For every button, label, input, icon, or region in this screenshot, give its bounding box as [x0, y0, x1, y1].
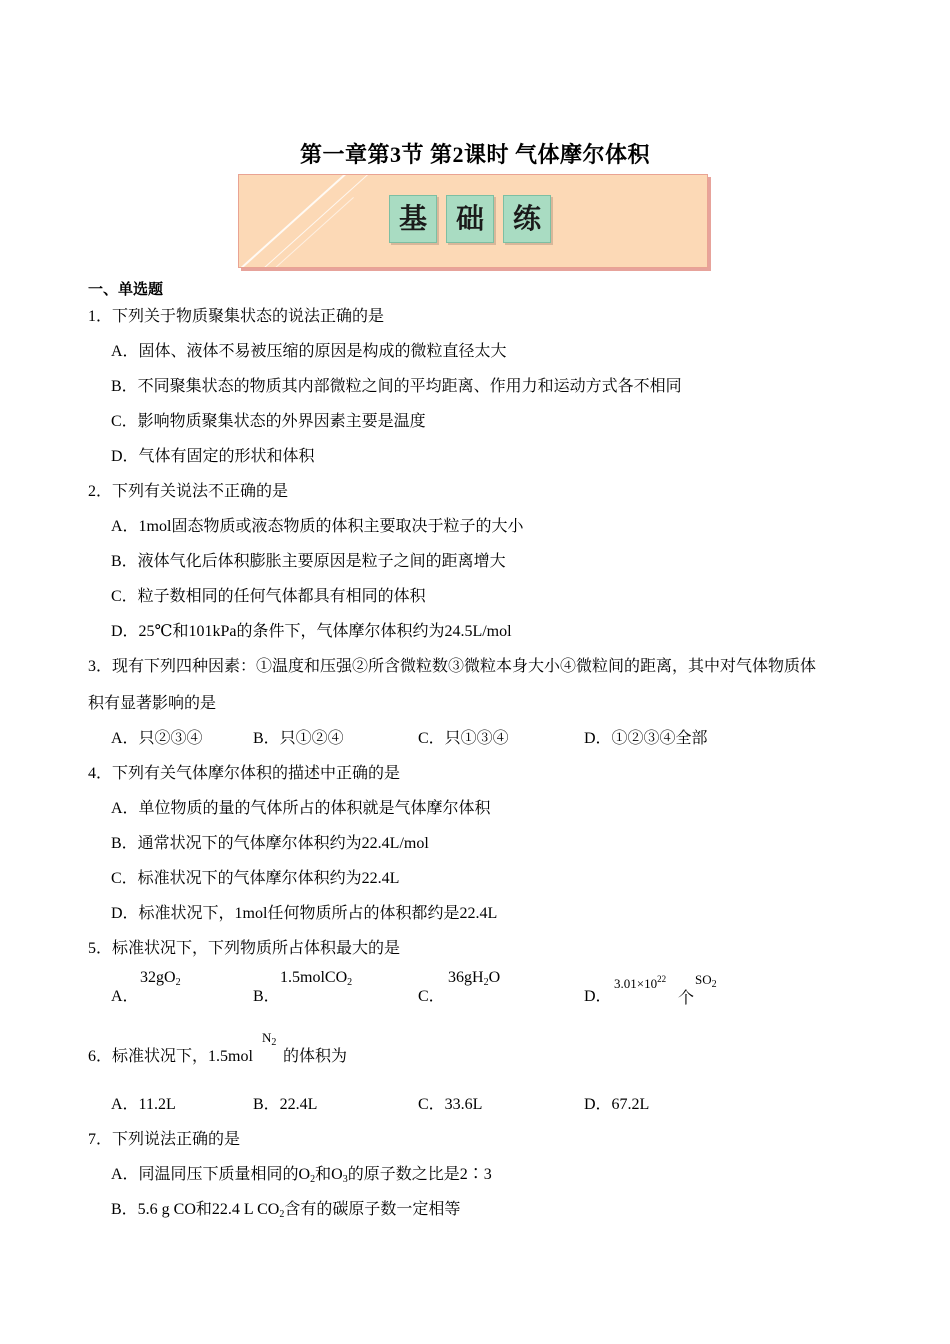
banner-char-2: 础	[446, 195, 494, 243]
banner-char-3: 练	[503, 195, 551, 243]
question-2-option-a: A．1mol固态物质或液态物质的体积主要取决于粒子的大小	[111, 518, 524, 535]
question-5-option-d-formula: $SO_2$	[695, 972, 717, 990]
question-7-option-a: A．同温同压下质量相同的$O_2$和$O_3$的原子数之比是2∶3	[111, 1166, 492, 1185]
question-1-option-a: A．固体、液体不易被压缩的原因是构成的微粒直径太大	[111, 343, 507, 360]
question-2-stem: 2．下列有关说法不正确的是	[88, 483, 289, 500]
question-2-option-c: C．粒子数相同的任何气体都具有相同的体积	[111, 588, 426, 605]
question-4-option-b: B．通常状况下的气体摩尔体积约为22.4L/mol	[111, 835, 429, 852]
question-5-stem: 5．标准状况下，下列物质所占体积最大的是	[88, 940, 401, 957]
question-3-stem-line-2: 积有显著影响的是	[88, 695, 217, 712]
question-2-option-b: B．液体气化后体积膨胀主要原因是粒子之间的距离增大	[111, 553, 506, 570]
question-5-option-c-label: C．	[418, 988, 445, 1005]
question-3-option-c: C．只①③④	[418, 730, 509, 747]
page-title: 第一章第3节 第2课时 气体摩尔体积	[299, 142, 650, 167]
question-2-option-d: D．25℃和101kPa的条件下，气体摩尔体积约为24.5L/mol	[111, 623, 512, 640]
question-3-stem-line-1: 3．现有下列四种因素：①温度和压强②所含微粒数③微粒本身大小④微粒间的距离，其中对气体物质体	[88, 658, 817, 675]
question-5-option-a-label: A．	[111, 988, 139, 1005]
question-1-option-c: C．影响物质聚集状态的外界因素主要是温度	[111, 413, 426, 430]
question-6-stem: 6．标准状况下，1.5mol	[88, 1048, 253, 1065]
question-5-option-c-formula: $36gH_2O$	[448, 969, 501, 988]
question-4-option-c: C．标准状况下的气体摩尔体积约为22.4L	[111, 870, 400, 887]
section-banner	[238, 174, 708, 268]
question-4-option-d: D．标准状况下，1mol任何物质所占的体积都约是22.4L	[111, 905, 498, 922]
question-5-option-d-label: D．	[584, 988, 612, 1005]
question-5-option-b-label: B．	[253, 988, 280, 1005]
question-4-option-a: A．单位物质的量的气体所占的体积就是气体摩尔体积	[111, 800, 491, 817]
question-3-option-b: B．只①②④	[253, 730, 344, 747]
question-6-stem-tail: 的体积为	[283, 1048, 348, 1065]
question-5-option-a-formula: $32gO_2$	[140, 969, 181, 988]
question-7-option-b: B．5.6 g CO和22.4 L $CO_2$含有的碳原子数一定相等	[111, 1201, 461, 1220]
section-heading: 一、单选题	[88, 282, 164, 298]
question-3-option-d: D．①②③④全部	[584, 730, 708, 747]
question-5-option-d-number: $3.01\times 10^{22}$	[614, 974, 667, 991]
question-6-option-c: C．33.6L	[418, 1096, 483, 1113]
question-3-option-a: A．只②③④	[111, 730, 203, 747]
question-6-option-d: D．67.2L	[584, 1096, 650, 1113]
question-4-stem: 4．下列有关气体摩尔体积的描述中正确的是	[88, 765, 401, 782]
question-6-option-b: B．22.4L	[253, 1096, 318, 1113]
banner-char-1: 基	[389, 195, 437, 243]
question-1-option-d: D．气体有固定的形状和体积	[111, 448, 315, 465]
question-7-stem: 7．下列说法正确的是	[88, 1131, 241, 1148]
question-6-formula: $N_2$	[262, 1030, 277, 1048]
question-5-option-d-unit: 个	[678, 990, 695, 1007]
question-6-option-a: A．11.2L	[111, 1096, 176, 1113]
question-1-option-b: B．不同聚集状态的物质其内部微粒之间的平均距离、作用力和运动方式各不相同	[111, 378, 682, 395]
question-1-stem: 1．下列关于物质聚集状态的说法正确的是	[88, 308, 385, 325]
question-5-option-b-formula: 1.5molCO$_2$	[280, 969, 353, 988]
